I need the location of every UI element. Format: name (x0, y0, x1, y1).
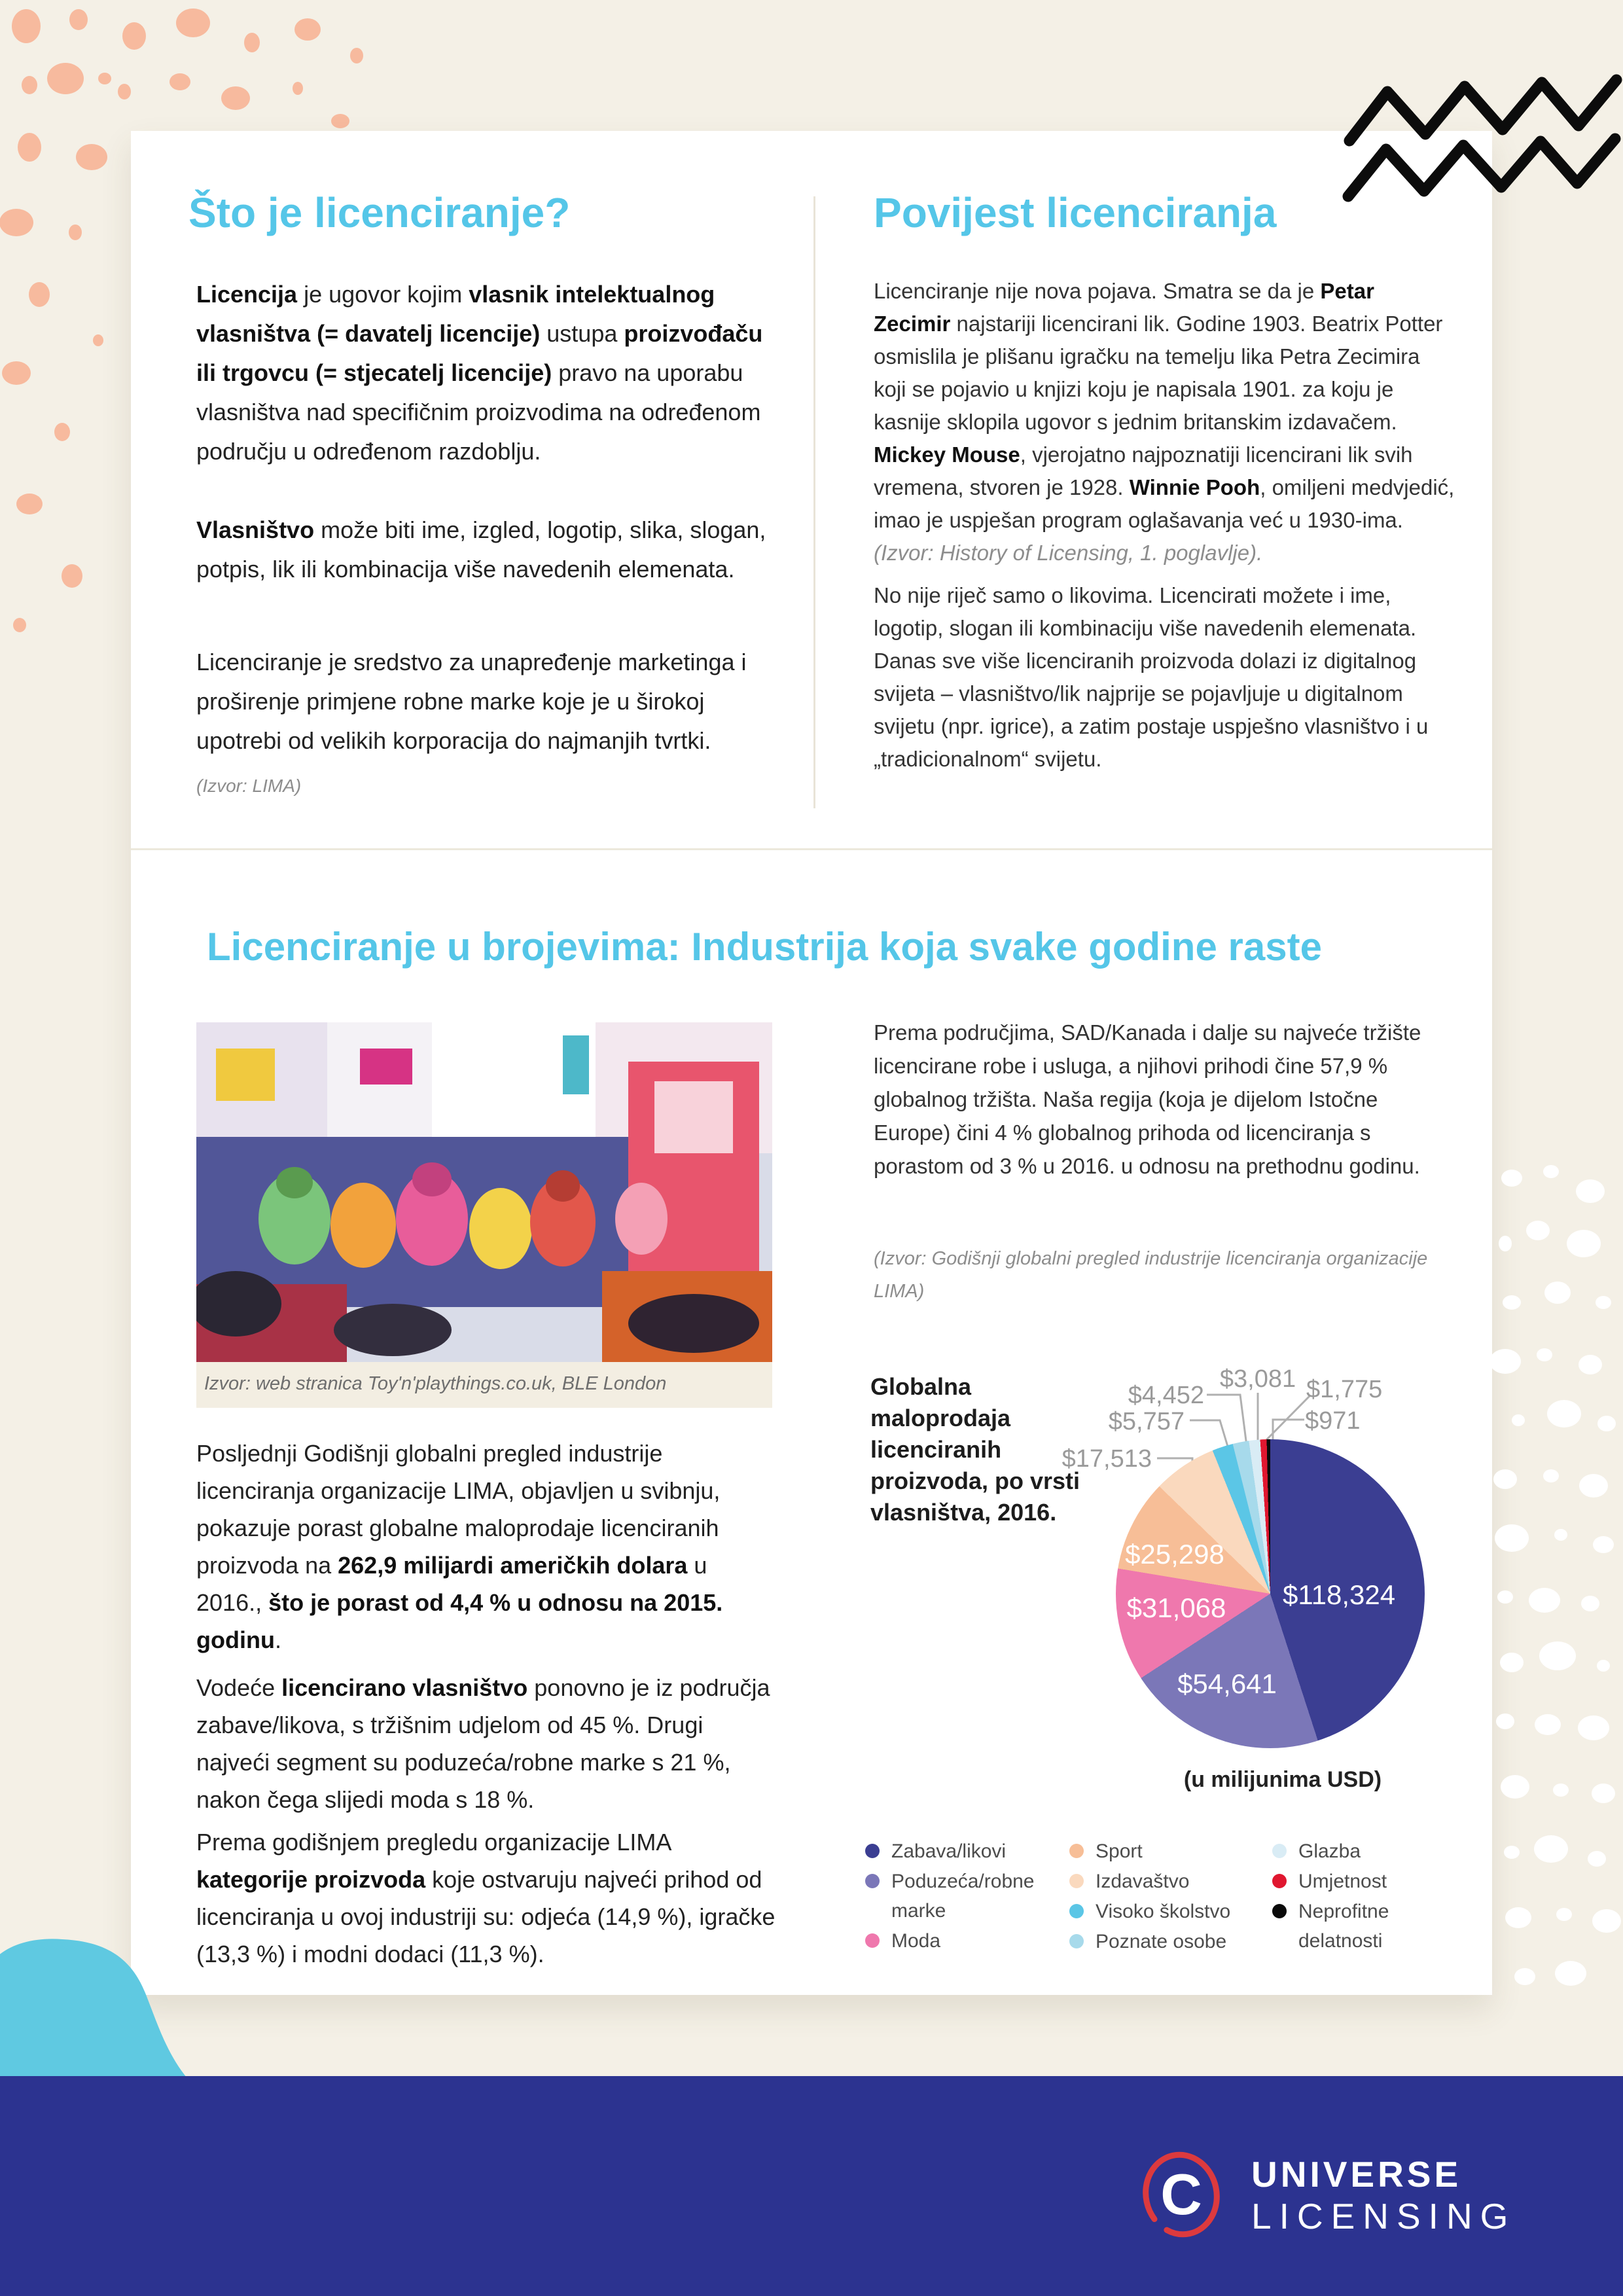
legend-label: Sport (1096, 1840, 1143, 1862)
legend-item-zabava (865, 1837, 1061, 1866)
paragraph-product-categories: Prema godišnjem pregledu organizacije LIMA kategorije proizvoda koje ostvaruju najveći prihod od licenciranja u ovoj industriji su: odjeća (14,9 %), igračke (13,3 %) i modni dodaci (11,3 %). (196, 1829, 776, 1967)
legend-column-2 (1069, 1837, 1266, 1957)
pie-label-glazba: $3,081 (1219, 1365, 1296, 1393)
legend-label: Moda (891, 1930, 941, 1952)
source-note-lima: (Izvor: LIMA) (196, 776, 302, 796)
legend-dot-umjetnost (1272, 1874, 1287, 1888)
legend-column-1 (865, 1837, 1061, 1956)
paragraph-history-1: Licenciranje nije nova pojava. Smatra se da je Petar Zecimir najstariji licencirani lik. Godine 1903. Beatrix Potter osmislila je plišanu igračku na temelju lika Petra Zecimira koji se pojavio u knjizi koju je napisala 1901. za koju je kasnije sklopila ugovor s jednim britanskim izdavačem. Mickey Mouse, vjerojatno najpoznatiji licencirani lik svih vremena, stvoren je 1928. Winnie Pooh, omiljeni medvjedić, imao je uspješan program oglašavanja već u 1930-ima. (Izvor: History of Licensing, 1. poglavlje). (874, 279, 1455, 565)
legend-item-glazba (1272, 1837, 1482, 1866)
legend-item-visoko-skolstvo (1069, 1897, 1266, 1926)
brand-name-universe: UNIVERSE (1251, 2154, 1462, 2195)
white-dots-pattern (1492, 1152, 1623, 2016)
legend-label: Neprofitne delatnosti (1298, 1901, 1389, 1952)
legend-item-moda (865, 1926, 1061, 1956)
pie-label-poznate-osobe: $4,452 (1128, 1382, 1204, 1409)
legend-dot-poznate-osobe (1069, 1934, 1084, 1948)
legend-dot-moda (865, 1933, 880, 1948)
legend-label: Zabava/likovi (891, 1840, 1007, 1862)
legend-dot-glazba (1272, 1844, 1287, 1858)
legend-item-poznate-osobe (1069, 1927, 1266, 1956)
pie-label-poduzeca: $54,641 (1177, 1668, 1277, 1699)
legend-label: Umjetnost (1298, 1871, 1387, 1892)
heading-history: Povijest licenciranja (874, 189, 1277, 236)
brand-name-licensing: LICENSING (1251, 2196, 1516, 2236)
photo-caption: Izvor: web stranica Toy'n'playthings.co.uk, BLE London (204, 1373, 667, 1394)
legend-dot-zabava (865, 1844, 880, 1858)
paragraph-definition: Licencija je ugovor kojim vlasnik intelektualnog vlasništva (= davatelj licencije) ustupa proizvođaču ili trgovcu (= stjecatelj licencije) pravo na uporabu vlasništva nad specifičnim proizvodima na određenom području u određenom razdoblju. (196, 281, 763, 465)
legend-item-poduzeca (865, 1867, 1061, 1926)
paragraph-leading-property: Vodeće licencirano vlasništvo ponovno je iz područja zabave/likova, s tržišnim udjelom od 45 %. Drugi najveći segment su poduzeća/robne marke s 21 %, nakon čega slijedi moda s 18 %. (196, 1674, 770, 1813)
paragraph-regions: Prema područjima, SAD/Kanada i dalje su najveće tržište licencirane robe i usluga, a njihovi prihodi čine 57,9 % globalnog tržišta. Naša regija (koja je dijelom Istočne Europe) čini 4 % globalnog prihoda od licenciranja s porastom od 3 % u 2016. u odnosu na prethodnu godinu. (874, 1020, 1421, 1178)
source-note-annual-review: (Izvor: Godišnji globalni pregled industrije licenciranja organizacije LIMA) (874, 1248, 1428, 1302)
pie-label-zabava: $118,324 (1283, 1579, 1396, 1610)
pie-label-izdavastvo: $17,513 (1061, 1445, 1152, 1473)
photo-caption-strip (196, 1362, 772, 1408)
legend-item-sport (1069, 1837, 1266, 1866)
pie-label-sport: $25,298 (1125, 1539, 1224, 1570)
legend-label: Glazba (1298, 1840, 1361, 1862)
heading-what-is-licensing: Što je licenciranje? (188, 189, 571, 236)
legend-label: Visoko školstvo (1096, 1901, 1231, 1922)
pie-label-visoko-skolstvo: $5,757 (1108, 1408, 1185, 1435)
legend-label: Poduzeća/robne marke (891, 1871, 1035, 1922)
paragraph-retail-growth: Posljednji Godišnji globalni pregled industrije licenciranja organizacije LIMA, objavljen u svibnju, pokazuje porast globalne maloprodaje licenciranih proizvoda na 262,9 milijardi američkih dolara u 2016., što je porast od 4,4 % u odnosu na 2015. godinu. (196, 1440, 723, 1653)
toy-fair-photo (196, 1022, 772, 1362)
pie-label-moda: $31,068 (1126, 1592, 1226, 1623)
paragraph-marketing: Licenciranje je sredstvo za unapređenje marketinga i proširenje primjene robne marke koje je u širokoj upotrebi od velikih korporacija do najmanjih tvrtki. (196, 649, 747, 754)
paragraph-ownership: Vlasništvo može biti ime, izgled, logotip, slika, slogan, potpis, lik ili kombinacija više navedenih elemenata. (196, 516, 766, 583)
heading-licensing-in-numbers: Licenciranje u brojevima: Industrija koja svake godine raste (207, 925, 1322, 969)
legend-dot-neprofitne (1272, 1904, 1287, 1918)
legend-dot-visoko-skolstvo (1069, 1904, 1084, 1918)
zigzag-doodle (1322, 59, 1623, 242)
legend-item-izdavastvo (1069, 1867, 1266, 1896)
legend-label: Poznate osobe (1096, 1931, 1227, 1952)
legend-column-3 (1272, 1837, 1482, 1956)
column-divider (813, 196, 815, 808)
logo-letter: C (1160, 2162, 1202, 2227)
legend-dot-sport (1069, 1844, 1084, 1858)
legend-label: Izdavaštvo (1096, 1871, 1190, 1892)
pie-label-umjetnost: $1,775 (1306, 1376, 1383, 1403)
chart-title: Globalna maloprodaja licenciranih proizvoda, po vrsti vlasništva, 2016. (870, 1373, 1080, 1526)
legend-item-umjetnost (1272, 1867, 1482, 1896)
legend-item-neprofitne (1272, 1897, 1455, 1956)
teal-blob (0, 0, 209, 2296)
legend-dot-izdavastvo (1069, 1874, 1084, 1888)
chart-unit-note: (u milijunima USD) (1183, 1767, 1382, 1792)
section-divider (131, 848, 1492, 850)
pie-label-neprofitne: $971 (1305, 1407, 1361, 1435)
legend-dot-poduzeca (865, 1874, 880, 1888)
paragraph-history-2: No nije riječ samo o likovima. Licencirati možete i ime, logotip, slogan ili kombinaciju više navedenih elemenata. Danas sve više licenciranih proizvoda dolazi iz digitalnog svijeta – vlasništvo/lik najprije se pojavljuje u digitalnom svijetu (npr. igrice), a zatim postaje uspješno vlasništvo i u „tradicionalnom“ svijetu. (874, 583, 1429, 771)
